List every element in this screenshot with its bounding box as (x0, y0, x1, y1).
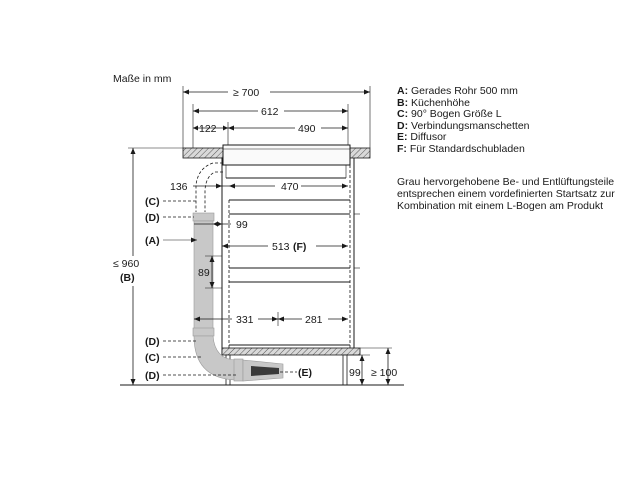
legend-item: C: 90° Bogen Größe L (397, 108, 502, 120)
dim-100-label: ≥ 100 (371, 367, 398, 379)
legend-item: B: Küchenhöhe (397, 96, 470, 109)
legend (397, 86, 627, 155)
legend-item: F: Für Standardschubladen (397, 142, 525, 155)
dim-total-width-label: ≥ 700 (233, 87, 260, 99)
dim-inner-width-label: 612 (261, 106, 279, 118)
duct-kit (193, 213, 283, 381)
units-label: Maße in mm (113, 73, 172, 85)
callout-e (280, 367, 312, 379)
dim-136-label: 136 (170, 181, 188, 193)
duct-route-top (196, 163, 223, 212)
svg-text:(A): (A) (145, 235, 160, 247)
callout-d-bottom (145, 336, 196, 348)
starter-kit-note: Grau hervorgehobene Be- und Entlüftungsteile entsprechen einem vordefinierten Startsatz zur Kombination mit einem L-Bogen am Produkt (397, 176, 615, 212)
dim-470-label: 470 (281, 181, 299, 193)
dim-99-mid-label: 99 (236, 219, 248, 231)
callout-d-top (145, 212, 194, 224)
dim-height-ref: (B) (120, 272, 135, 284)
dimension-offsets (193, 121, 348, 148)
cabinet (120, 158, 404, 385)
svg-text:(C): (C) (145, 196, 160, 208)
dim-89-label: 89 (198, 267, 210, 279)
callout-c-top (145, 196, 198, 208)
dim-331-label: 331 (236, 314, 254, 326)
dim-513-ref: (F) (293, 241, 307, 253)
svg-text:(E): (E) (298, 367, 312, 379)
svg-text:(D): (D) (145, 336, 160, 348)
callout-a (145, 235, 197, 247)
dim-left-offset-label: 122 (199, 123, 217, 135)
dimension-331-281 (194, 312, 348, 326)
dim-99-bottom-label: 99 (349, 367, 361, 379)
dim-height-label: ≤ 960 (113, 258, 140, 270)
dim-281-label: 281 (305, 314, 323, 326)
worktop (183, 145, 370, 178)
svg-text:(C): (C) (145, 352, 160, 364)
callout-c-bottom (145, 352, 203, 364)
svg-text:(D): (D) (145, 212, 160, 224)
svg-text:(D): (D) (145, 370, 160, 382)
legend-item: D: Verbindungsmanschetten (397, 119, 530, 132)
dimension-513 (222, 239, 348, 253)
legend-item: A: Gerades Rohr 500 mm (397, 85, 518, 97)
dim-right-span-label: 490 (298, 123, 316, 135)
legend-item: E: Diffusor (397, 131, 447, 143)
dim-513-label: 513 (272, 241, 290, 253)
